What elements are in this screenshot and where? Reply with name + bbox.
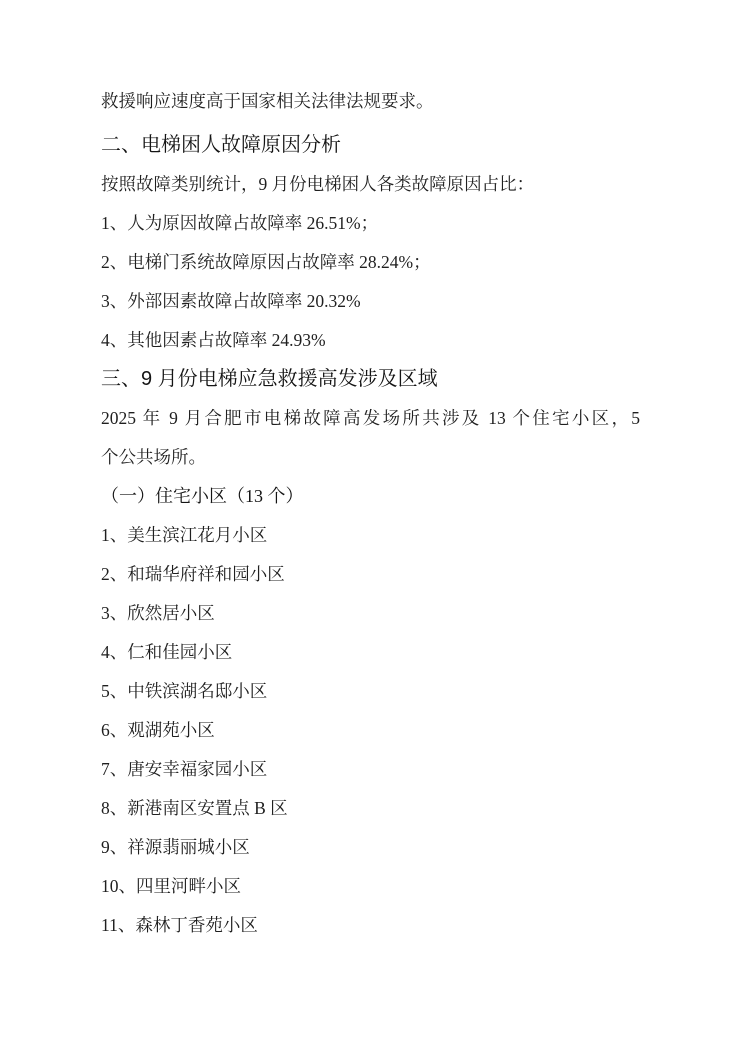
- section-3-heading: 三、9 月份电梯应急救援高发涉及区域: [101, 368, 438, 390]
- section-2-heading: 二、电梯困人故障原因分析: [101, 134, 341, 156]
- intro-paragraph-continuation: 救援响应速度高于国家相关法律法规要求。: [101, 91, 434, 111]
- residential-item-2: 2、和瑞华府祥和园小区: [101, 564, 285, 584]
- residential-item-7: 7、唐安幸福家园小区: [101, 759, 268, 779]
- section-3-lead-line-1: 2025 年 9 月合肥市电梯故障高发场所共涉及 13 个住宅小区，5: [101, 408, 640, 428]
- fault-cause-item-3: 3、外部因素故障占故障率 20.32%: [101, 291, 361, 311]
- section-3-lead-line-2: 个公共场所。: [101, 447, 206, 467]
- residential-item-11: 11、森林丁香苑小区: [101, 915, 258, 935]
- residential-item-6: 6、观湖苑小区: [101, 720, 215, 740]
- residential-item-5: 5、中铁滨湖名邸小区: [101, 681, 268, 701]
- fault-cause-item-4: 4、其他因素占故障率 24.93%: [101, 330, 326, 350]
- fault-cause-item-1: 1、人为原因故障占故障率 26.51%；: [101, 213, 379, 233]
- residential-area-subheading: （一）住宅小区（13 个）: [101, 486, 304, 506]
- residential-item-1: 1、美生滨江花月小区: [101, 525, 268, 545]
- residential-item-9: 9、祥源翡丽城小区: [101, 837, 250, 857]
- section-2-lead: 按照故障类别统计，9 月份电梯困人各类故障原因占比：: [101, 174, 535, 194]
- residential-item-4: 4、仁和佳园小区: [101, 642, 233, 662]
- residential-item-8: 8、新港南区安置点 B 区: [101, 798, 288, 818]
- fault-cause-item-2: 2、电梯门系统故障原因占故障率 28.24%；: [101, 252, 431, 272]
- residential-item-3: 3、欣然居小区: [101, 603, 215, 623]
- residential-item-10: 10、四里河畔小区: [101, 876, 241, 896]
